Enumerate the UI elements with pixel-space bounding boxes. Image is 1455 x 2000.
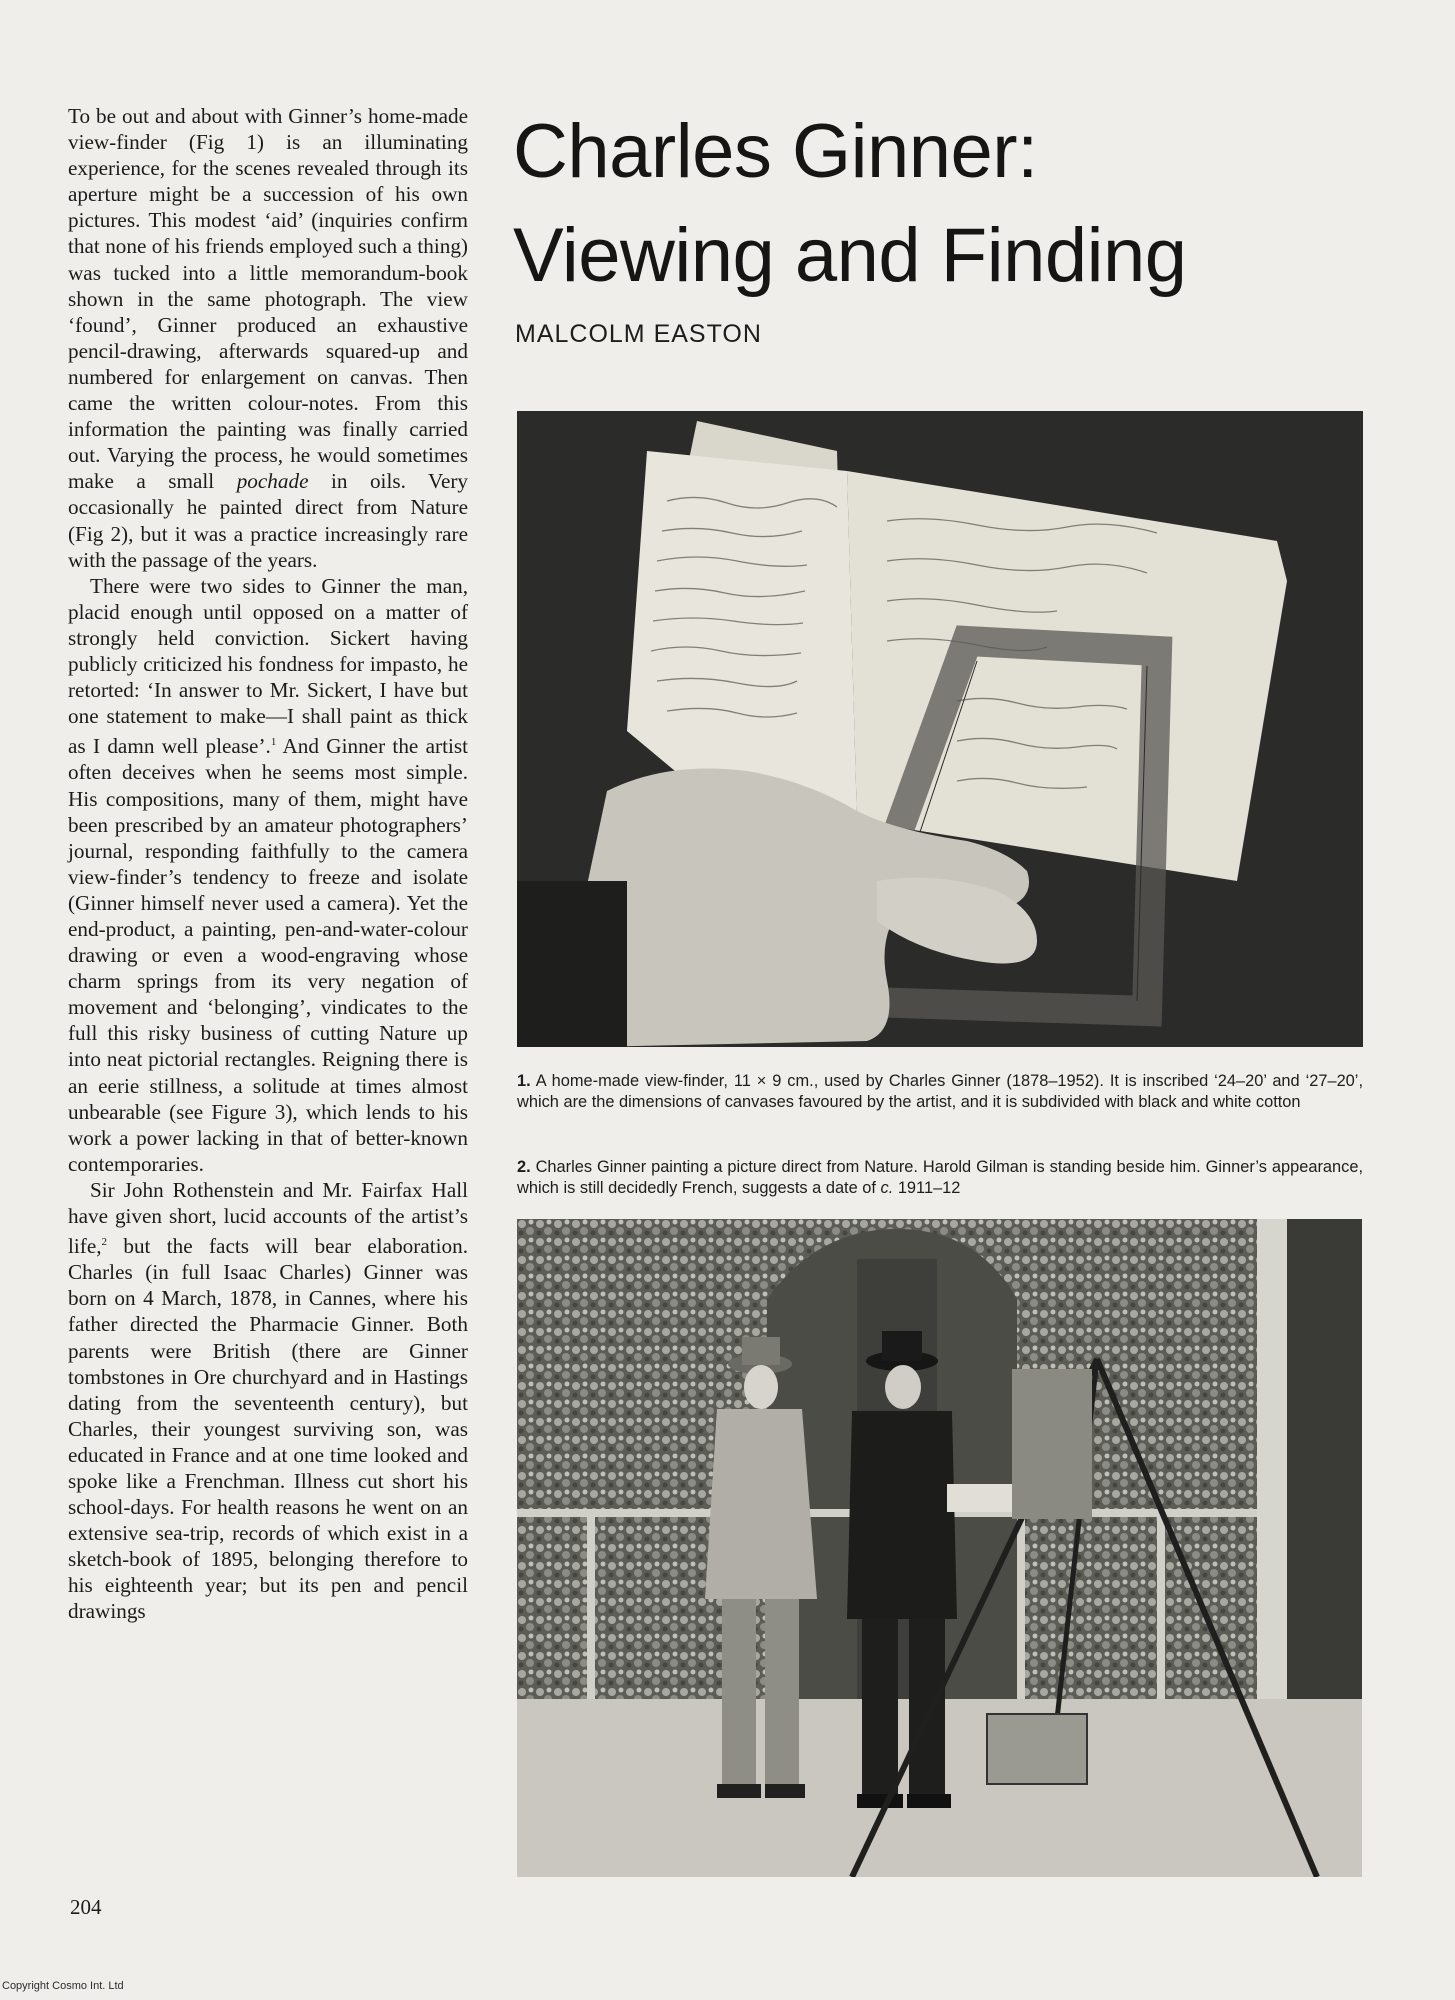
body-text: in oils. Very occasionally he painted direct from Nature (Fig 2), but it was a practice increasingly rare with the passage of the years. xyxy=(68,469,468,572)
caption-text: A home-made view-finder, 11 × 9 cm., used by Charles Ginner (1878–1952). It is inscribed ‘24–20’ and ‘27–20’, which are the dimensions of canvases favoured by the artist, and it is subdivided with black and white cotton xyxy=(517,1072,1363,1111)
footnote-ref: 2 xyxy=(101,1236,108,1249)
figure-number: 1. xyxy=(517,1072,531,1090)
article-title xyxy=(513,100,1413,308)
body-text: To be out and about with Ginner’s home-made view-finder (Fig 1) is an illuminating experience, for the scenes revealed through its aperture might be a succession of his own pictures. This modest ‘aid’ (inquiries confirm that none of his friends employed such a thing) was tucked into a little memorandum-book shown in the same photograph. The view ‘found’, Ginner produced an exhaustive pencil-drawing, afterwards squared-up and numbered for enlargement on canvas. Then came the written colour-notes. From this information the painting was finally carried out. Varying the process, he would sometimes make a small xyxy=(68,104,468,494)
author-byline: MALCOLM EASTON xyxy=(515,320,762,348)
figure-1-caption xyxy=(517,1071,1363,1113)
title-line-2: Viewing and Finding xyxy=(513,213,1187,298)
footnote-ref: 1 xyxy=(270,736,277,749)
page-number: 204 xyxy=(70,1895,102,1919)
caption-text: 1911–12 xyxy=(893,1179,961,1197)
viewfinder-notebook-illustration xyxy=(517,411,1363,1047)
title-line-1: Charles Ginner: xyxy=(513,109,1038,194)
caption-text: Charles Ginner painting a picture direct from Nature. Harold Gilman is standing beside him. Ginner’s appearance, which is still decidedly French, suggests a date of xyxy=(517,1158,1363,1197)
body-text: Sir John Rothenstein and Mr. Fairfax Hall have given short, lucid accounts of the artist’s life, xyxy=(68,1177,468,1259)
italic-term: pochade xyxy=(236,469,309,494)
ginner-painting-illustration xyxy=(517,1219,1362,1877)
body-paragraph-2 xyxy=(68,573,468,1177)
body-text: There were two sides to Ginner the man, placid enough until opposed on a matter of strongly held conviction. Sickert having publicly criticized his fondness for impasto, he retorted: ‘In answer to Mr. Sickert, I have but one statement to make—I shall paint as thick as I damn well please’. xyxy=(68,573,468,759)
figure-1-photo xyxy=(517,411,1363,1047)
figure-number: 2. xyxy=(517,1158,531,1176)
body-text: And Ginner the artist often deceives when he seems most simple. His compositions, many of them, might have been prescribed by an amateur photographers’ journal, responding faithfully to the camera view-finder’s tendency to freeze and isolate (Ginner himself never used a camera). Yet the end-product, a painting, pen-and-water-colour drawing or even a wood-engraving whose charm springs from its very negation of movement and ‘belonging’, vindicates to the full this risky business of cutting Nature up into neat pictorial rectangles. Reigning there is an eerie stillness, a solitude at times almost unbearable (see Figure 3), which lends to his work a power lacking in that of better-known contemporaries. xyxy=(68,734,469,1176)
article-body-column xyxy=(68,103,468,1625)
figure-2-photo xyxy=(517,1219,1362,1877)
body-paragraph-1 xyxy=(68,103,468,573)
body-text: but the facts will bear elaboration. Charles (in full Isaac Charles) Ginner was born on 4 March, 1878, in Cannes, where his father directed the Pharmacie Ginner. Both parents were British (there are Ginner tombstones in Ore churchyard and in Hastings dating from the seventeenth century), but Charles, their youngest surviving son, was educated in France and at one time looked and spoke like a Frenchman. Illness cut short his school-days. For health reasons he went on an extensive sea-trip, records of which exist in a sketch-book of 1895, belonging therefore to his eighteenth year; but its pen and pencil drawings xyxy=(68,1234,468,1624)
figure-2-caption xyxy=(517,1157,1363,1199)
caption-italic: c. xyxy=(880,1179,894,1197)
copyright-notice: Copyright Cosmo Int. Ltd xyxy=(2,1980,124,1992)
body-paragraph-3 xyxy=(68,1177,468,1625)
